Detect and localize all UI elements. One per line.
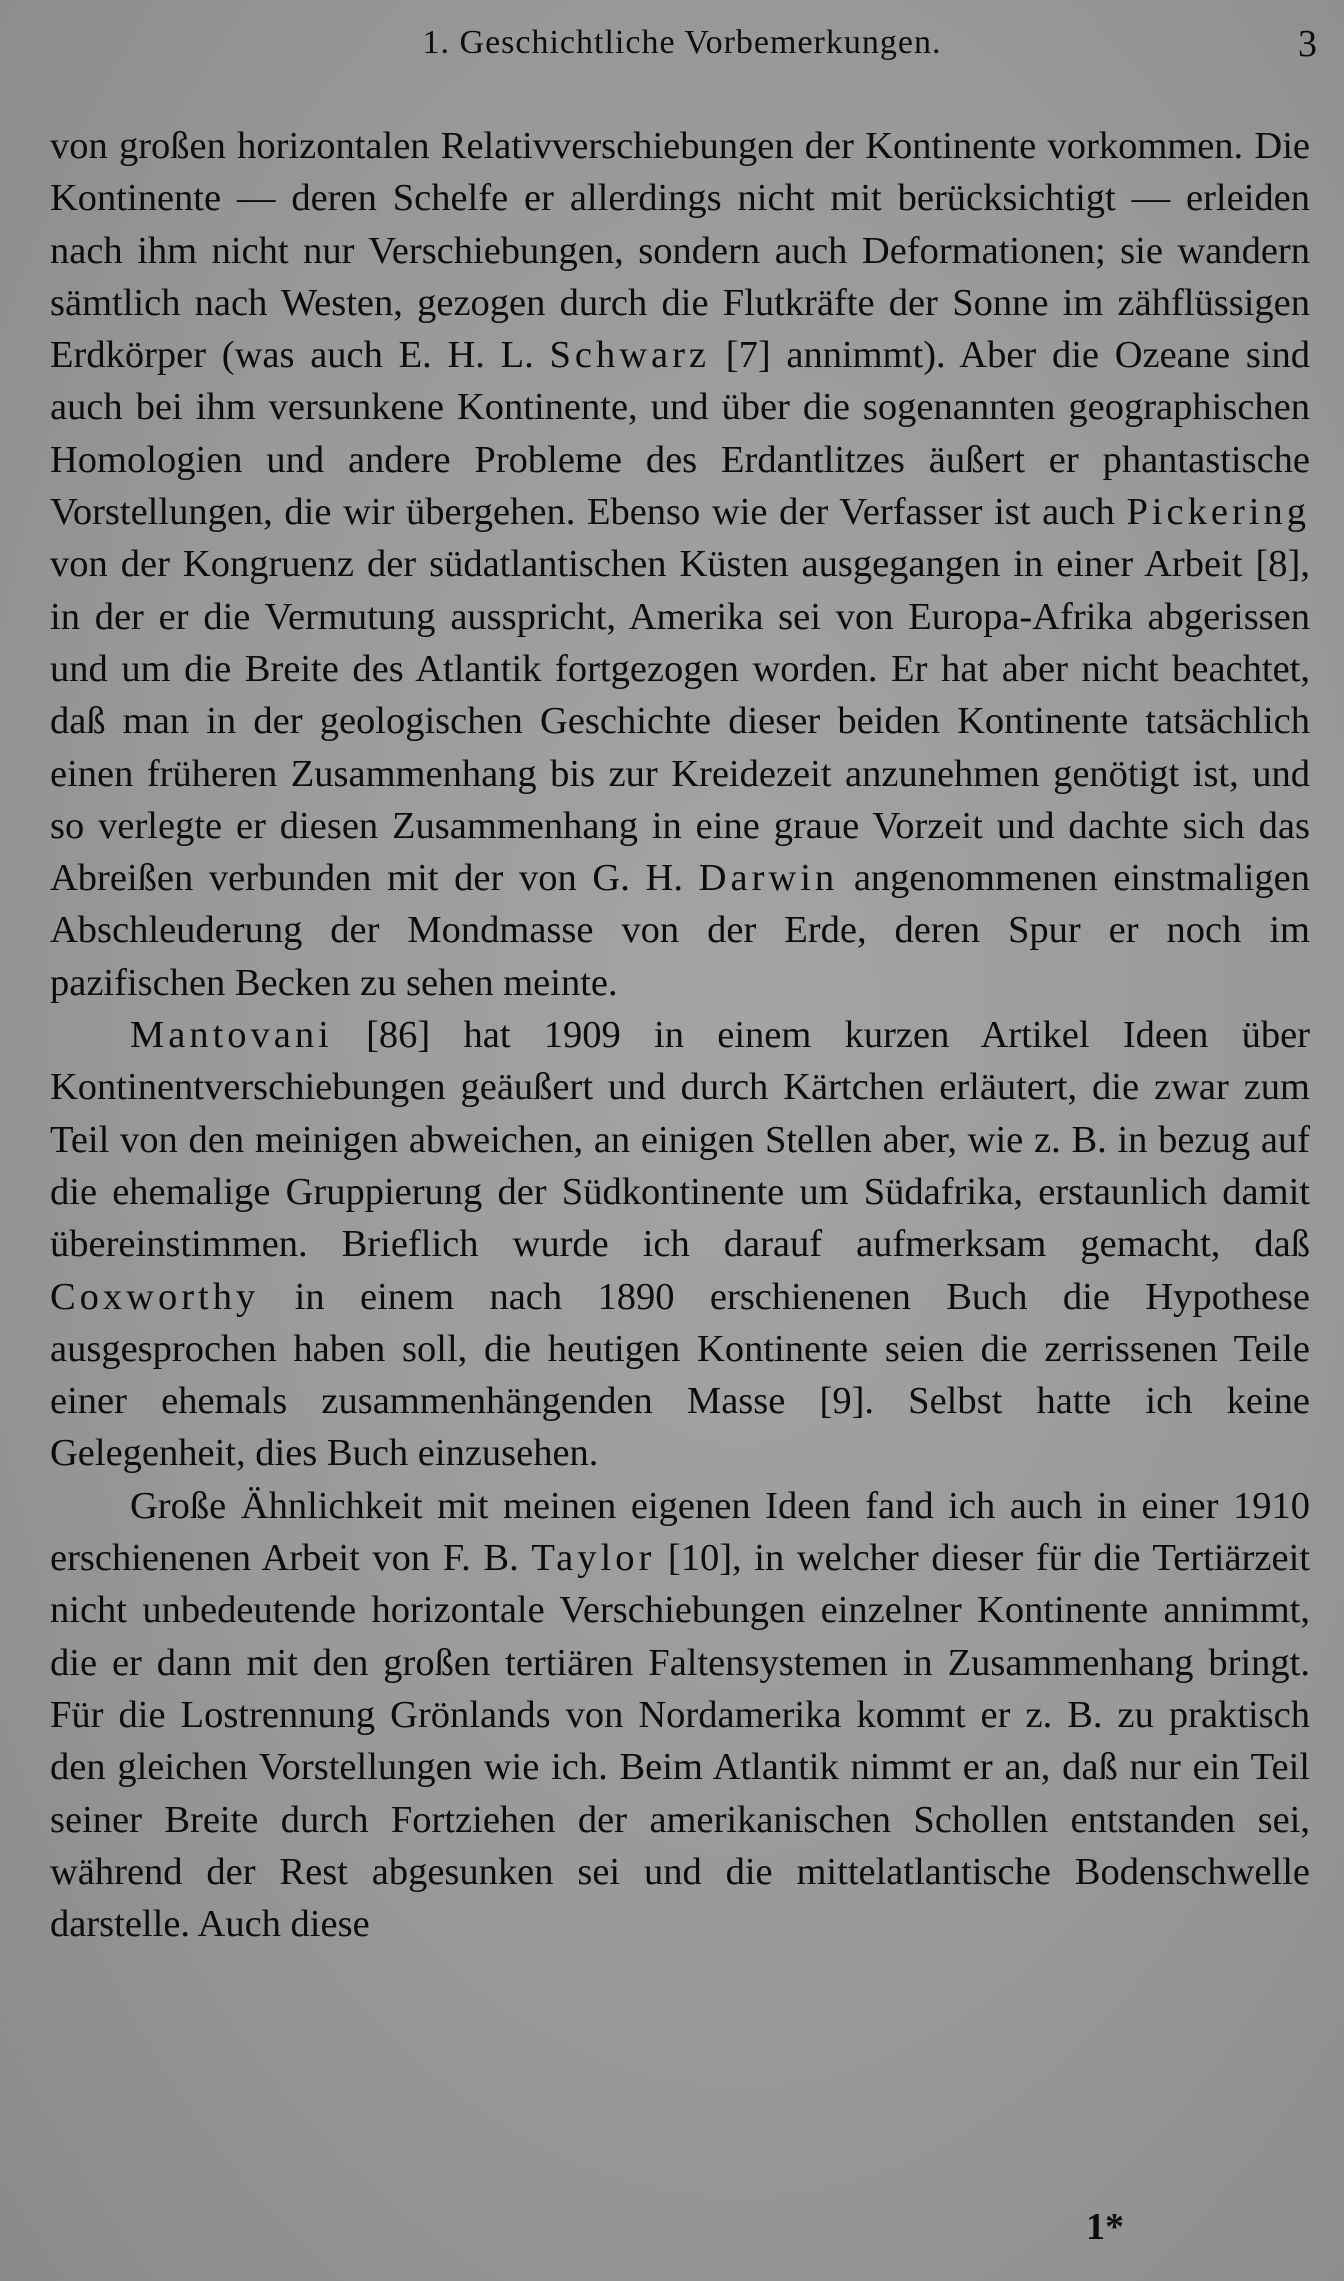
text-run: von der Kongruenz der südatlantischen Küsten ausgegangen in einer Arbeit [8], in der er die Vermutung ausspricht, Amerika sei von Europa-Afrika abgerissen und um die Breite des Atlantik fortgezogen worden. Er hat aber nicht beachtet, daß man in der geologischen Geschichte dieser beiden Kontinente tatsächlich einen früheren Zusammenhang bis zur Kreidezeit anzunehmen genötigt ist, und so verlegte er diesen Zusammenhang in eine graue Vorzeit und dachte sich das Abreißen verbunden mit der von G. H. bbox=[50, 543, 1310, 900]
text-run: angenommenen einstmaligen Abschleuderung der Mondmasse von der Erde, deren Spur er noch im pazifischen Becken zu sehen meinte. bbox=[50, 857, 1310, 1004]
author-name-taylor: Taylor bbox=[531, 1537, 656, 1580]
body-text bbox=[50, 120, 1310, 1950]
author-name-darwin: Darwin bbox=[698, 857, 839, 900]
paragraph-1 bbox=[50, 120, 1310, 1009]
text-run: [7] annimmt). Aber die Ozeane sind auch bei ihm versunkene Kontinente, und über die sogenannten geographischen Homologien und andere Probleme des Erdantlitzes äußert er phantastische Vorstellungen, die wir übergehen. Ebenso wie der Verfasser ist auch bbox=[50, 334, 1311, 534]
text-run: von großen horizontalen Relativverschiebungen der Kontinente vorkommen. Die Kontinente — deren Schelfe er allerdings nicht mit berücksichtigt — erleiden nach ihm nicht nur Verschiebungen, sondern auch Deformationen; sie wandern sämtlich nach Westen, gezogen durch die Flutkräfte der Sonne im zähflüssigen Erdkörper (was auch E. H. L. bbox=[50, 125, 1310, 377]
author-name-schwarz: Schwarz bbox=[549, 334, 711, 377]
text-run: [10], in welcher dieser für die Tertiärzeit nicht unbedeutende horizontale Verschiebungen einzelner Kontinente annimmt, die er dann mit den großen tertiären Faltensystemen in Zusammenhang bringt. Für die Lostrennung Grönlands von Nordamerika kommt er z. B. zu praktisch den gleichen Vorstellungen wie ich. Beim Atlantik nimmt er an, daß nur ein Teil seiner Breite durch Fortziehen der amerikanischen Schollen entstanden sei, während der Rest abgesunken sei und die mittelatlantische Bodenschwelle darstelle. Auch diese bbox=[50, 1537, 1310, 1946]
running-title: 1. Geschichtliche Vorbemerkungen. bbox=[422, 24, 942, 61]
text-run: in einem nach 1890 erschienenen Buch die Hypothese ausgesprochen haben soll, die heutigen Kontinente seien die zerrissenen Teile einer ehemals zusammenhängenden Masse [9]. Selbst hatte ich keine Gelegenheit, dies Buch einzusehen. bbox=[50, 1275, 1310, 1475]
author-name-pickering: Pickering bbox=[1126, 491, 1310, 534]
page-number: 3 bbox=[1298, 23, 1318, 65]
text-run: Große Ähnlichkeit mit meinen eigenen Ideen fand ich auch in einer 1910 erschienenen Arbeit von F. B. bbox=[50, 1484, 1310, 1580]
author-name-coxworthy: Coxworthy bbox=[50, 1275, 260, 1318]
signature-mark: 1* bbox=[1086, 2206, 1124, 2248]
paragraph-3 bbox=[50, 1480, 1310, 1951]
running-header bbox=[50, 22, 1318, 72]
paragraph-2 bbox=[50, 1009, 1310, 1480]
text-run: [86] hat 1909 in einem kurzen Artikel Ideen über Kontinentverschiebungen geäußert und durch Kärtchen erläutert, die zwar zum Teil von den meinigen abweichen, an einigen Stellen aber, wie z. B. in bezug auf die ehemalige Gruppierung der Südkontinente um Südafrika, erstaunlich damit übereinstimmen. Brieflich wurde ich darauf aufmerksam gemacht, daß bbox=[50, 1014, 1310, 1266]
author-name-mantovani: Mantovani bbox=[130, 1014, 333, 1057]
